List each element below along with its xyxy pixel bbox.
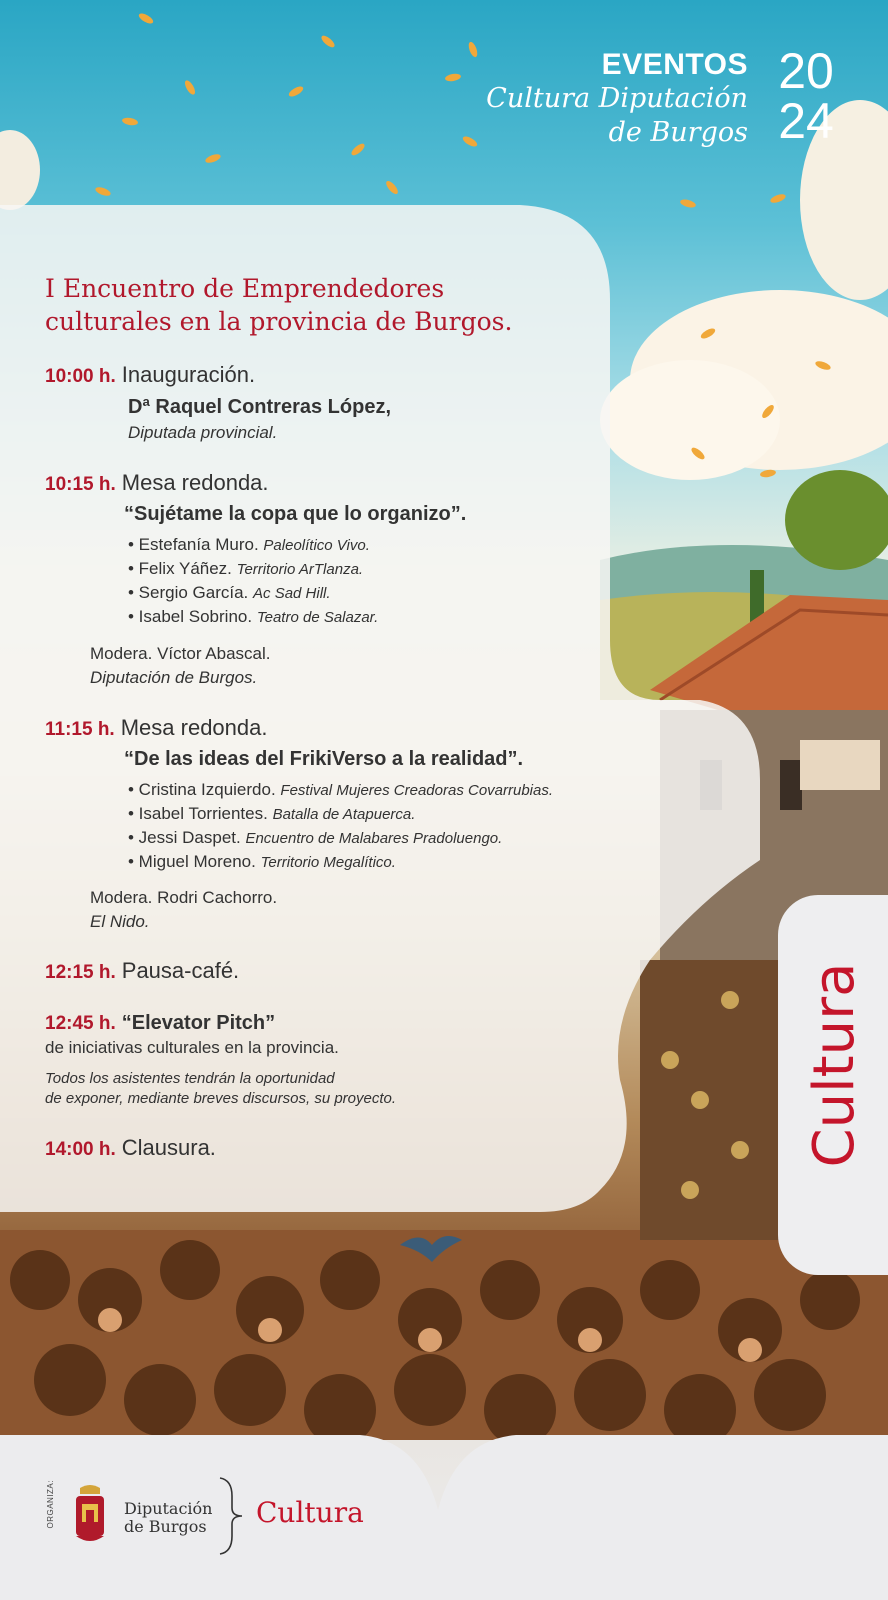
speaker-role: Diputada provincial. [128, 423, 278, 442]
session-note: Todos los asistentes tendrán la oportunidad [45, 1070, 335, 1087]
moderator-org: Diputación de Burgos. [90, 668, 258, 687]
speaker-name: Dª Raquel Contreras López, [128, 396, 391, 418]
list-item: • Isabel Torrientes. Batalla de Atapuerca. [128, 804, 416, 823]
session-pausa [45, 958, 239, 984]
event-title [45, 272, 605, 338]
session-time: 14:00 h. [45, 1139, 116, 1160]
session-time: 12:15 h. [45, 962, 116, 983]
session-label: Pausa-café. [121, 958, 240, 983]
organiza-label: ORGANIZA: [46, 1480, 55, 1529]
header-title [486, 48, 748, 150]
session-label: Mesa redonda. [121, 470, 269, 495]
session-inauguracion [45, 362, 255, 388]
list-item: • Felix Yáñez. Territorio ArTlanza. [128, 559, 364, 578]
session-note: de exponer, mediante breves discursos, su proyecto. [45, 1090, 397, 1107]
list-item: • Jessi Daspet. Encuentro de Malabares Pradoluengo. [128, 828, 503, 847]
moderator-org: El Nido. [90, 912, 150, 931]
footer-dip-line2: de Burgos [124, 1517, 207, 1536]
session-label: Mesa redonda. [120, 715, 268, 740]
session-subtitle: “De las ideas del FrikiVerso a la realidad”. [124, 748, 524, 770]
list-item: • Estefanía Muro. Paleolítico Vivo. [128, 535, 370, 554]
header-year [766, 43, 846, 149]
session-label: Clausura. [121, 1135, 216, 1160]
session-time: 10:15 h. [45, 474, 116, 495]
session-time: 10:00 h. [45, 366, 116, 387]
footer-dip [124, 1500, 212, 1536]
session-clausura [45, 1135, 216, 1161]
year-top: 20 [778, 43, 834, 99]
list-item: • Sergio García. Ac Sad Hill. [128, 583, 331, 602]
session-mesa-1 [45, 470, 269, 496]
side-label-text: Cultura [802, 962, 867, 1168]
header-eventos: EVENTOS [601, 48, 748, 81]
coat-of-arms-icon [72, 1484, 108, 1546]
session-detail: de iniciativas culturales en la provincia. [45, 1038, 339, 1057]
year-bottom: 24 [778, 93, 834, 149]
session-label: “Elevator Pitch” [121, 1012, 276, 1034]
header-line2: de Burgos [608, 117, 748, 148]
moderator: Modera. Víctor Abascal. [90, 644, 271, 663]
list-item: • Cristina Izquierdo. Festival Mujeres Creadoras Covarrubias. [128, 780, 554, 799]
session-label: Inauguración. [121, 362, 256, 387]
session-mesa-2 [45, 715, 267, 741]
side-label [778, 895, 888, 1275]
moderator: Modera. Rodri Cachorro. [90, 888, 278, 907]
title-line1: I Encuentro de Emprendedores [45, 274, 445, 303]
title-line2: culturales en la provincia de Burgos. [45, 307, 513, 336]
session-pitch [45, 1012, 275, 1035]
footer-dip-line1: Diputación [124, 1499, 213, 1518]
list-item: • Isabel Sobrino. Teatro de Salazar. [128, 607, 379, 626]
session-time: 12:45 h. [45, 1013, 116, 1034]
header-line1: Cultura Diputación [486, 83, 748, 114]
footer-cultura: Cultura [256, 1496, 364, 1529]
brace-icon [216, 1476, 246, 1556]
session-subtitle: “Sujétame la copa que lo organizo”. [124, 503, 467, 525]
session-time: 11:15 h. [45, 719, 115, 740]
list-item: • Miguel Moreno. Territorio Megalítico. [128, 852, 396, 871]
